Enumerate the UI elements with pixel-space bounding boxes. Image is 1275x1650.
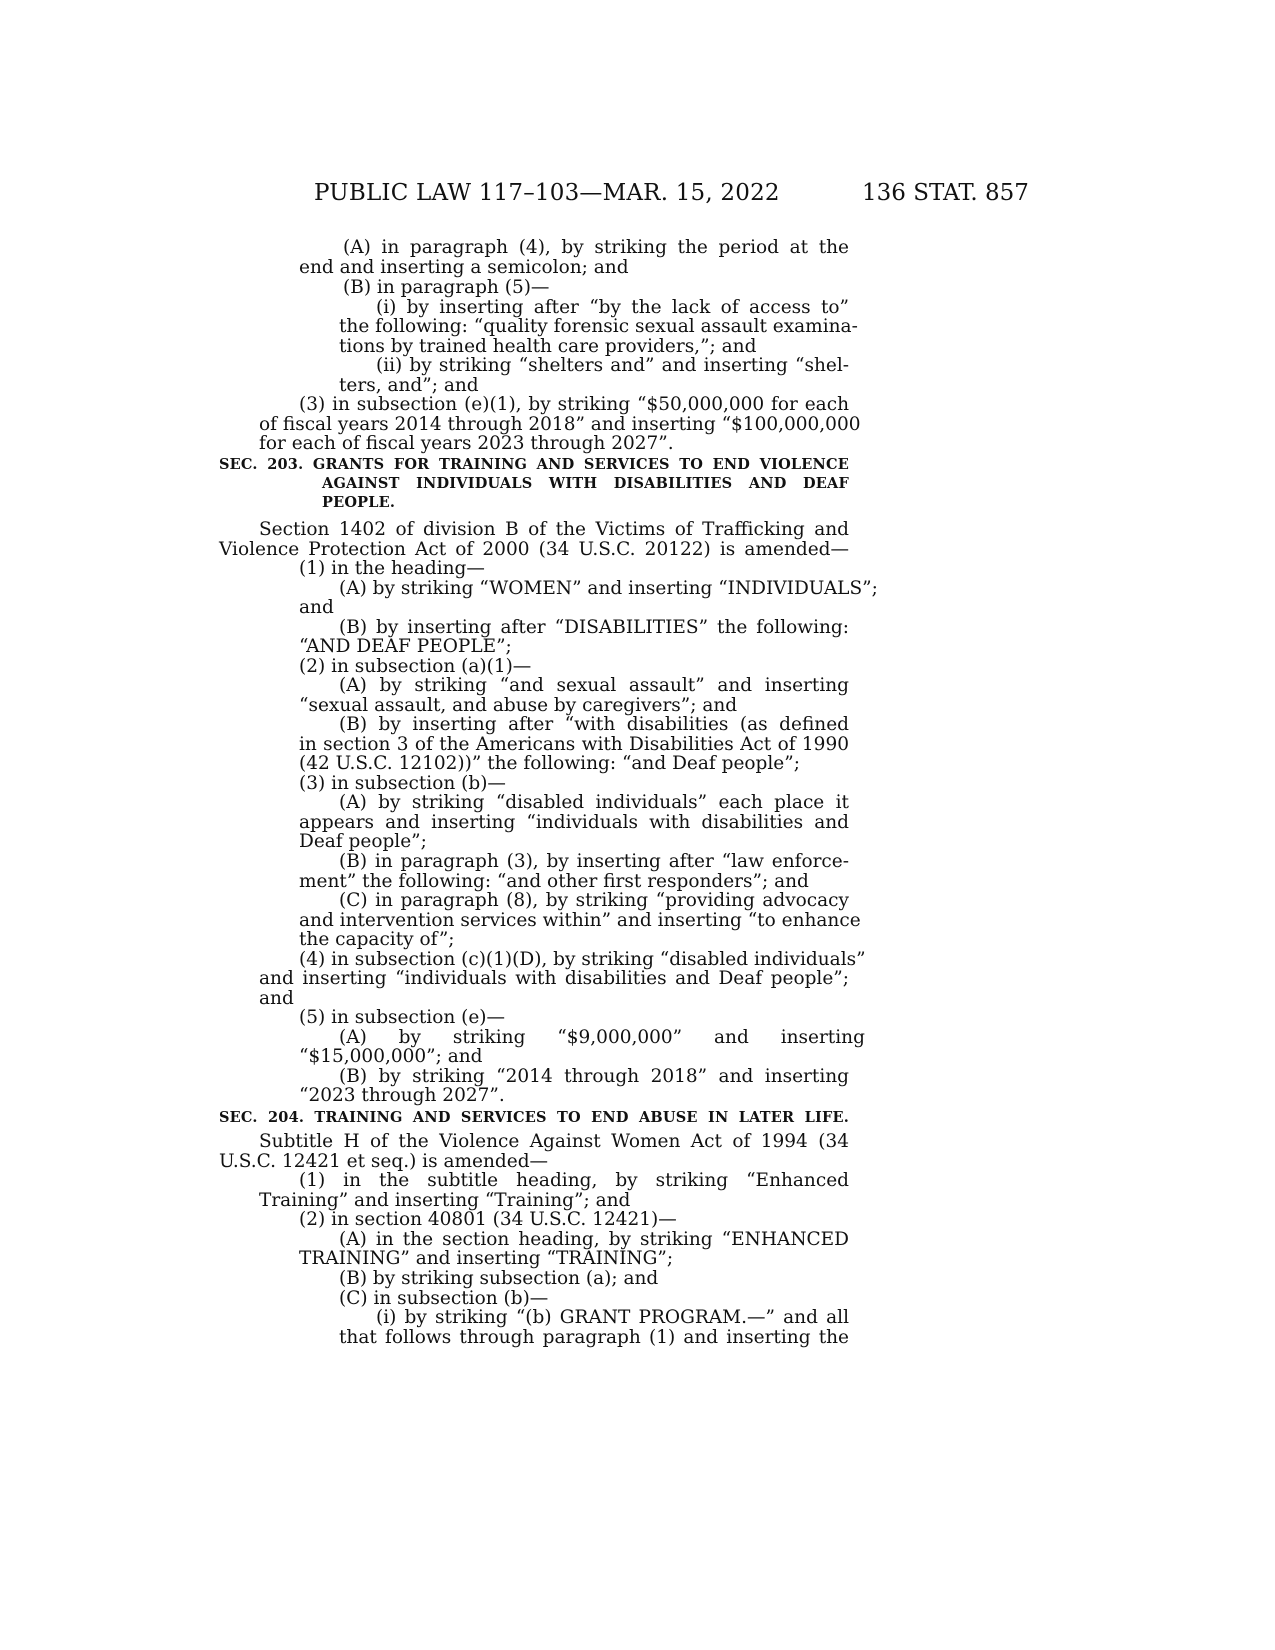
- text-line: Deaf people”;: [299, 831, 427, 852]
- text-line: Section 1402 of division B of the Victims of Trafficking and: [259, 519, 849, 540]
- text-line: for each of fiscal years 2023 through 2027”.: [259, 433, 674, 454]
- text-line: that follows through paragraph (1) and inserting the: [339, 1327, 849, 1348]
- text-line: (A) in the section heading, by striking “ENHANCED: [339, 1229, 849, 1250]
- text-line: (2) in section 40801 (34 U.S.C. 12421)—: [299, 1209, 677, 1230]
- text-line: of fiscal years 2014 through 2018” and inserting “$100,000,000: [259, 414, 861, 435]
- text-line: (3) in subsection (b)—: [299, 773, 506, 794]
- text-line: tions by trained health care providers,”; and: [339, 336, 757, 357]
- text-line: (4) in subsection (c)(1)(D), by striking “disabled individuals”: [299, 949, 866, 970]
- text-line: in section 3 of the Americans with Disabilities Act of 1990: [299, 734, 849, 755]
- text-line: (A) in paragraph (4), by striking the period at the: [343, 237, 849, 258]
- text-line: Subtitle H of the Violence Against Women Act of 1994 (34: [259, 1131, 849, 1152]
- section-heading-204: SEC. 204. TRAINING AND SERVICES TO END ABUSE IN LATER LIFE.: [219, 1109, 849, 1126]
- text-line: appears and inserting “individuals with disabilities and: [299, 812, 849, 833]
- text-line: (B) in paragraph (3), by inserting after “law enforce-: [339, 851, 849, 872]
- text-line: (A) by striking “$9,000,000” and inserting: [339, 1027, 865, 1048]
- text-line: (1) in the subtitle heading, by striking “Enhanced: [299, 1170, 849, 1191]
- text-line: (B) by striking “2014 through 2018” and inserting: [339, 1066, 849, 1087]
- text-line: and inserting “individuals with disabilities and Deaf people”;: [259, 968, 849, 989]
- text-line: (A) by striking “WOMEN” and inserting “INDIVIDUALS”;: [339, 578, 878, 599]
- text-line: and: [299, 597, 334, 618]
- statute-page-number: 136 STAT. 857: [862, 180, 1029, 206]
- page-header: [0, 180, 1275, 210]
- text-line: (3) in subsection (e)(1), by striking “$50,000,000 for each: [299, 394, 849, 415]
- section-heading-203: AGAINST INDIVIDUALS WITH DISABILITIES AND DEAF: [322, 475, 849, 492]
- section-heading-203: PEOPLE.: [322, 494, 396, 511]
- text-line: (B) by inserting after “with disabilities (as defined: [339, 714, 849, 735]
- text-line: ters, and”; and: [339, 375, 479, 396]
- text-line: and intervention services within” and inserting “to enhance: [299, 910, 861, 931]
- text-line: Violence Protection Act of 2000 (34 U.S.C. 20122) is amended—: [219, 539, 849, 560]
- text-line: (B) by inserting after “DISABILITIES” the following:: [339, 617, 849, 638]
- text-line: (B) by striking subsection (a); and: [339, 1268, 659, 1289]
- text-line: (B) in paragraph (5)—: [343, 277, 550, 298]
- text-line: the capacity of”;: [299, 929, 455, 950]
- text-line: (C) in subsection (b)—: [339, 1288, 549, 1309]
- text-line: (i) by striking “(b) GRANT PROGRAM.—” and all: [376, 1307, 849, 1328]
- text-line: (A) by striking “disabled individuals” each place it: [339, 792, 849, 813]
- text-line: (C) in paragraph (8), by striking “providing advocacy: [339, 890, 849, 911]
- text-line: ment” the following: “and other first responders”; and: [299, 871, 809, 892]
- text-line: (2) in subsection (a)(1)—: [299, 656, 532, 677]
- text-line: “AND DEAF PEOPLE”;: [299, 636, 512, 657]
- text-line: (i) by inserting after “by the lack of access to”: [376, 297, 849, 318]
- text-line: (42 U.S.C. 12102))” the following: “and Deaf people”;: [299, 753, 800, 774]
- text-line: the following: “quality forensic sexual assault examina-: [339, 316, 858, 337]
- text-line: (A) by striking “and sexual assault” and inserting: [339, 675, 849, 696]
- text-line: and: [259, 988, 294, 1009]
- text-line: (1) in the heading—: [299, 558, 485, 579]
- text-line: U.S.C. 12421 et seq.) is amended—: [219, 1151, 549, 1172]
- running-title: PUBLIC LAW 117–103—MAR. 15, 2022: [314, 180, 780, 206]
- text-line: (5) in subsection (e)—: [299, 1007, 506, 1028]
- section-heading-203: SEC. 203. GRANTS FOR TRAINING AND SERVICES TO END VIOLENCE: [219, 456, 849, 473]
- text-line: end and inserting a semicolon; and: [299, 257, 629, 278]
- text-line: “2023 through 2027”.: [299, 1085, 505, 1106]
- text-line: Training” and inserting “Training”; and: [259, 1190, 631, 1211]
- text-line: “sexual assault, and abuse by caregivers”; and: [299, 695, 738, 716]
- text-line: “$15,000,000”; and: [299, 1046, 483, 1067]
- text-line: (ii) by striking “shelters and” and inserting “shel-: [376, 355, 849, 376]
- text-line: TRAINING” and inserting “TRAINING”;: [299, 1248, 674, 1269]
